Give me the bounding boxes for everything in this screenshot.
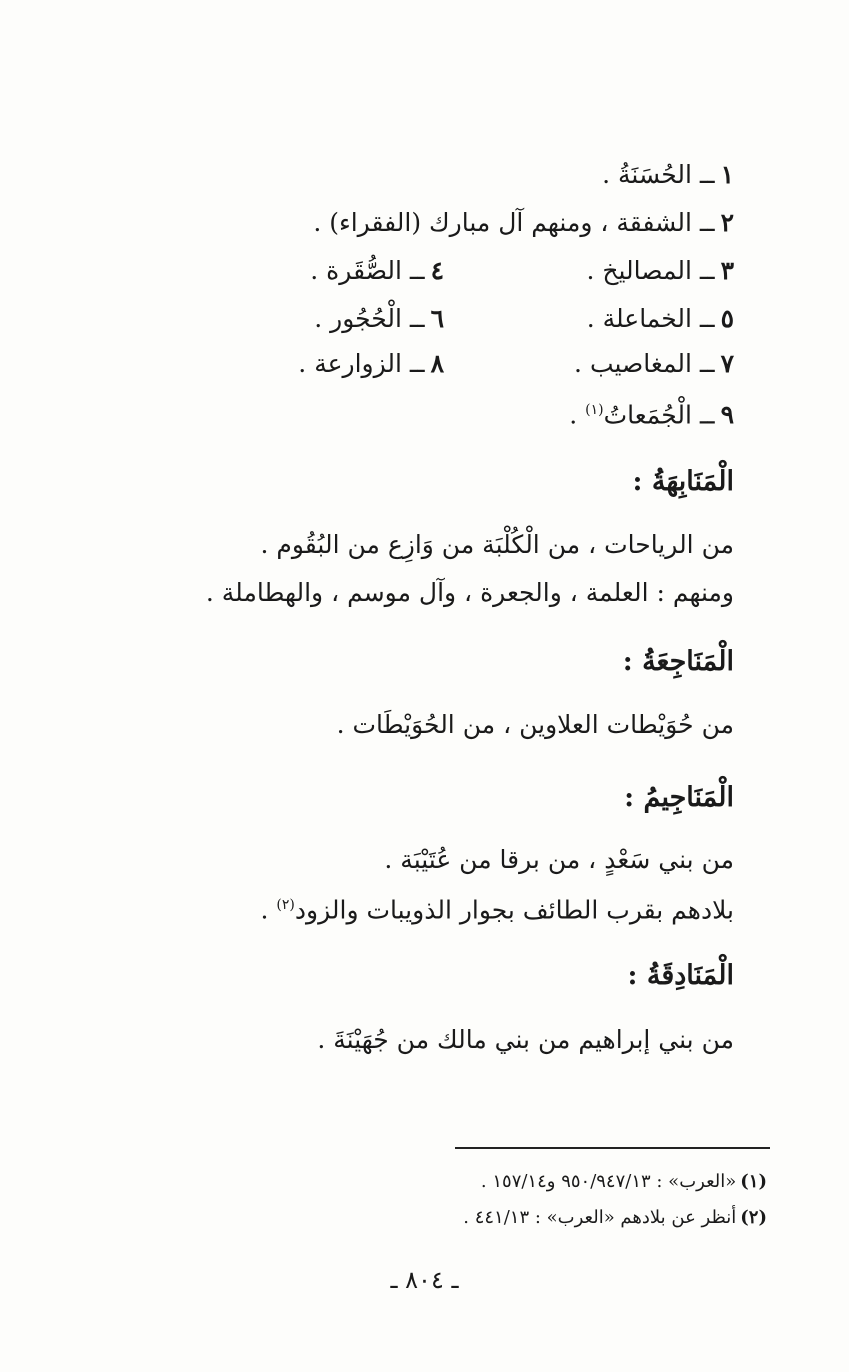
footnote-divider bbox=[455, 1147, 770, 1149]
list-item bbox=[569, 390, 734, 435]
list-text: ــ الصُّقَرة . bbox=[310, 256, 425, 285]
page-number: ـ ٨٠٤ ـ bbox=[390, 1266, 459, 1294]
list-item bbox=[586, 251, 734, 291]
list-item bbox=[310, 251, 444, 291]
footnote-ref: (١) bbox=[585, 402, 604, 418]
list-item bbox=[602, 155, 734, 195]
list-text: ــ الحُسَنَةُ . bbox=[602, 160, 715, 189]
list-number: ١ bbox=[720, 160, 734, 189]
section-line bbox=[174, 885, 734, 930]
section-line: من حُوَيْطات العلاوين ، من الحُوَيْطَات . bbox=[336, 710, 734, 739]
list-item bbox=[587, 299, 734, 339]
list-text-end: . bbox=[569, 400, 586, 430]
list-number: ٤ bbox=[430, 256, 444, 285]
section-heading: الْمَنَاجِيمُ : bbox=[624, 782, 734, 813]
footnote-number: (١) bbox=[740, 1171, 767, 1192]
list-text: ــ الخماعلة . bbox=[586, 304, 715, 333]
footnote-text: «العرب» : ٩٥٠/٩٤٧/١٣ و١٥٧/١٤ . bbox=[480, 1171, 737, 1192]
footnote bbox=[463, 1204, 767, 1232]
list-number: ٦ bbox=[430, 304, 444, 333]
list-text: ــ الشفقة ، ومنهم آل مبارك (الفقراء) . bbox=[313, 208, 715, 237]
list-number: ٢ bbox=[720, 208, 734, 237]
section-heading: الْمَنَابِهَةُ : bbox=[632, 466, 734, 497]
list-item bbox=[314, 299, 444, 339]
footnote-ref: (٢) bbox=[276, 897, 295, 913]
section-line: من بني سَعْدٍ ، من برقا من عُتَيْبَة . bbox=[384, 845, 734, 874]
section-text-end: . bbox=[260, 895, 277, 925]
list-number: ٩ bbox=[720, 400, 734, 430]
list-text: ــ الزوارعة . bbox=[298, 349, 425, 378]
footnote-text: أنظر عن بلادهم «العرب» : ٤٤١/١٣ . bbox=[463, 1207, 737, 1228]
list-item bbox=[574, 344, 734, 384]
list-number: ٨ bbox=[430, 349, 444, 378]
section-heading: الْمَنَاجِعَةُ : bbox=[622, 646, 734, 677]
list-text: ــ الْحُجُور . bbox=[314, 304, 425, 333]
list-text: ــ المصاليخ . bbox=[586, 256, 715, 285]
section-line: من الرياحات ، من الْكُلْبَة من وَازِع من البُقُوم . bbox=[260, 530, 734, 559]
list-number: ٧ bbox=[720, 349, 734, 378]
section-text: بلادهم بقرب الطائف بجوار الذويبات والزود bbox=[294, 895, 734, 925]
list-item bbox=[298, 344, 444, 384]
footnote-number: (٢) bbox=[740, 1207, 767, 1228]
list-text: ــ الْجُمَعاتُ bbox=[603, 400, 715, 430]
list-text: ــ المغاصيب . bbox=[574, 349, 715, 378]
list-number: ٥ bbox=[720, 304, 734, 333]
section-line: ومنهم : العلمة ، والجعرة ، وآل موسم ، والهطاملة . bbox=[205, 578, 734, 607]
section-heading: الْمَنَادِقَةُ : bbox=[627, 960, 734, 991]
footnote bbox=[481, 1168, 767, 1196]
section-line: من بني إبراهيم من بني مالك من جُهَيْنَةَ . bbox=[317, 1025, 734, 1054]
list-number: ٣ bbox=[720, 256, 734, 285]
list-item bbox=[313, 203, 734, 243]
